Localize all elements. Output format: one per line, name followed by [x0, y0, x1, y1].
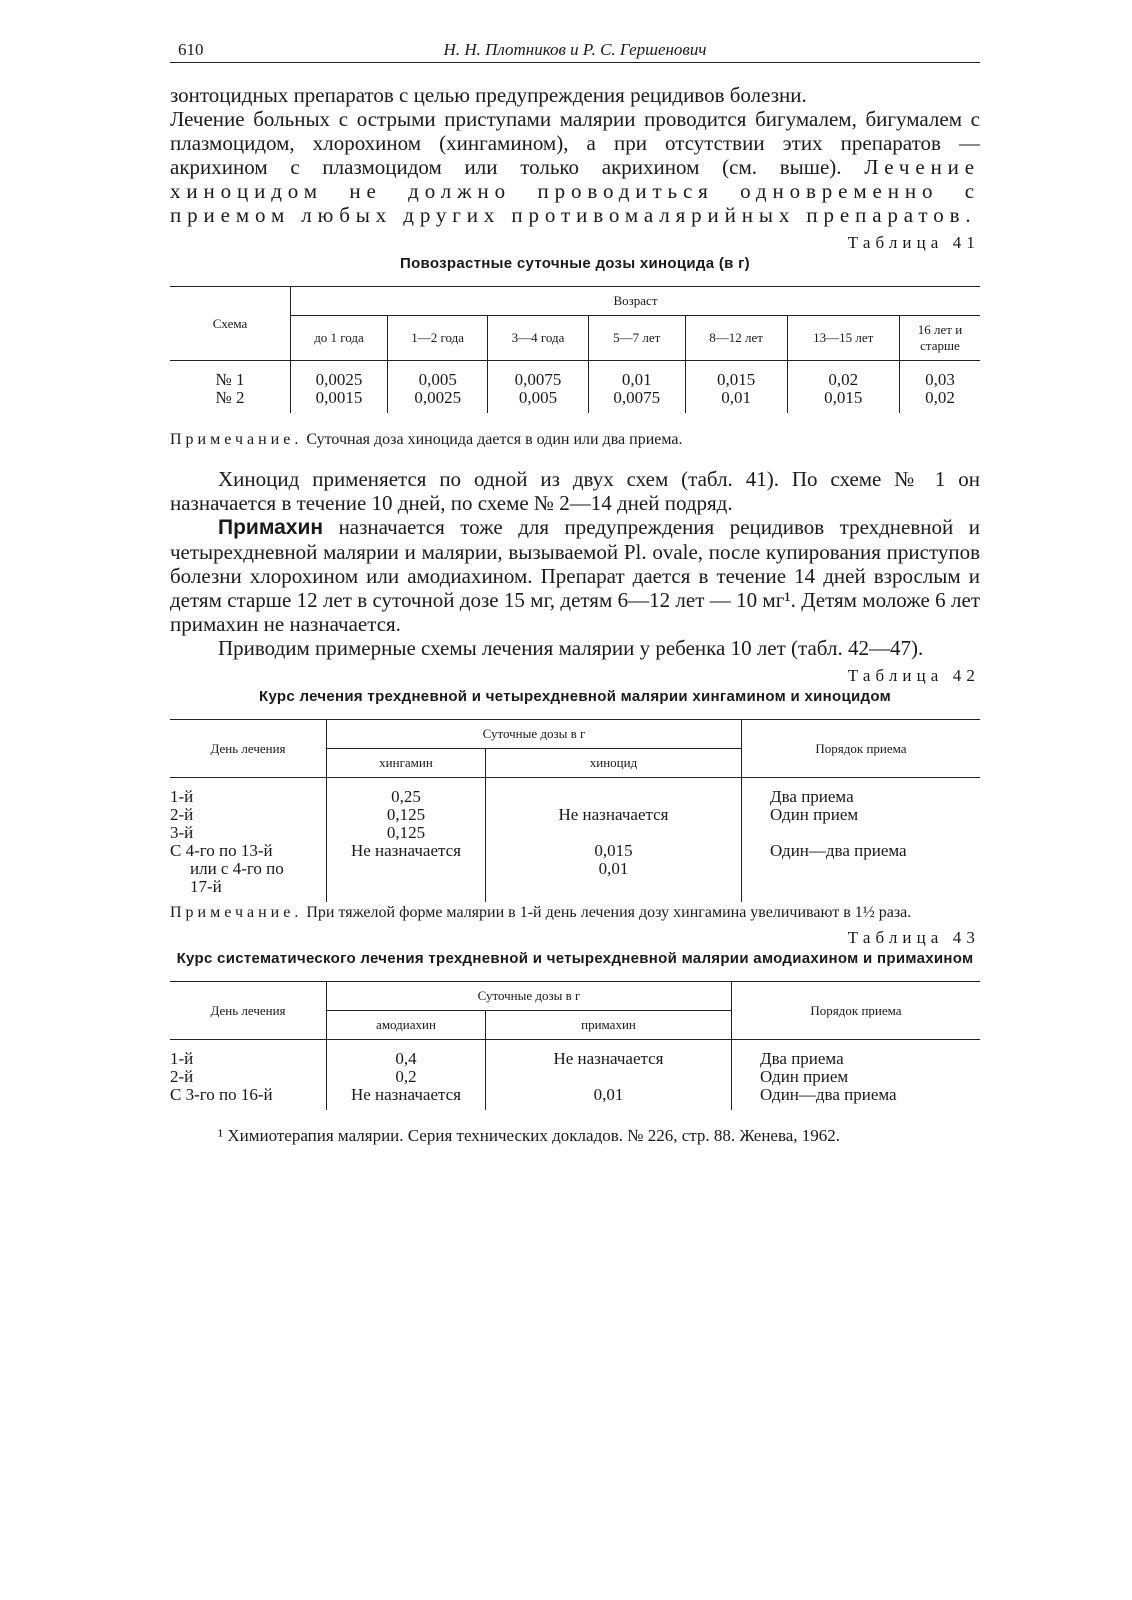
dose-cell: 0,2	[395, 1067, 417, 1086]
dose-cell: 0,4	[395, 1049, 417, 1068]
table-41-cell: 0,005	[488, 389, 588, 413]
table-43	[170, 928, 980, 1110]
table-41-col-header: до 1 года	[291, 316, 388, 361]
dose-cell: 0,01	[593, 1085, 624, 1104]
order-cell: Один—два приема	[760, 1085, 897, 1104]
table-42-order-header: Порядок приема	[742, 720, 981, 778]
day-cell: 17-й	[190, 877, 222, 896]
table-41-note	[170, 431, 980, 449]
footnote-text: Химиотерапия малярии. Серия технических докладов. № 226, стр. 88. Женева, 1962.	[227, 1126, 841, 1145]
order-cell: Один—два приема	[770, 841, 907, 860]
table-43-day-header: День лечения	[170, 982, 327, 1040]
dose-cell: 0,125	[386, 823, 426, 842]
paragraph-quinocide: Хиноцид применяется по одной из двух схем (табл. 41). По схеме № 1 он назначается в течение 10 дней, по схеме № 2—14 дней подряд.	[170, 467, 980, 515]
note-label: Примечание.	[170, 904, 303, 921]
paragraph-primaquine	[170, 515, 980, 636]
table-43-drug1-values	[327, 1040, 486, 1111]
table-41-grid	[170, 286, 980, 413]
table-row	[170, 778, 980, 903]
table-row	[170, 361, 980, 390]
day-cell: или с 4-го по	[190, 859, 284, 878]
table-42-grid	[170, 719, 980, 902]
table-43-drug2-header: примахин	[486, 1011, 732, 1040]
table-41-cell: 0,005	[388, 361, 488, 390]
table-43-number: Таблица 43	[847, 928, 980, 947]
table-41-cell: 0,02	[900, 389, 981, 413]
paragraph-schemes: Приводим примерные схемы лечения малярии у ребенка 10 лет (табл. 42—47).	[218, 636, 924, 660]
table-42-day-header: День лечения	[170, 720, 327, 778]
table-41-cell: 0,0075	[588, 389, 685, 413]
order-cell: Два приема	[760, 1049, 844, 1068]
order-cell: Один прием	[770, 805, 859, 824]
order-cell: Один прием	[760, 1067, 849, 1086]
table-43-order-values	[732, 1040, 981, 1111]
day-cell: С 3-го по 16-й	[170, 1085, 273, 1104]
table-41-number: Таблица 41	[847, 233, 980, 252]
table-41-col-header: 13—15 лет	[787, 316, 899, 361]
table-41-cell: 0,0075	[488, 361, 588, 390]
main-paragraphs	[170, 467, 980, 660]
table-41-cell: 0,0025	[291, 361, 388, 390]
table-43-title: Курс систематического лечения трехдневной и четырехдневной малярии амодиахином и примахином	[176, 950, 974, 967]
table-41-col-header: 1—2 года	[388, 316, 488, 361]
table-43-doses-header: Суточные дозы в г	[327, 982, 732, 1011]
table-41	[170, 233, 980, 449]
table-43-order-header: Порядок приема	[732, 982, 981, 1040]
term-primaquine: Примахин	[218, 516, 324, 539]
table-41-row-label: № 2	[215, 388, 245, 407]
table-42-title: Курс лечения трехдневной и четырехдневной малярии хингамином и хиноцидом	[259, 688, 891, 705]
table-row	[170, 1040, 980, 1111]
table-42-number: Таблица 42	[847, 666, 980, 685]
table-42-drug1-header: хингамин	[327, 749, 486, 778]
table-41-cell: 0,02	[787, 361, 899, 390]
dose-cell: 0,25	[391, 787, 421, 806]
table-41-title: Повозрастные суточные дозы хиноцида (в г)	[400, 255, 750, 272]
day-cell: 1-й	[170, 1049, 194, 1068]
dose-cell: 0,125	[386, 805, 426, 824]
dose-cell: 0,015	[594, 841, 633, 860]
footnote	[170, 1126, 980, 1146]
table-42-drug2-values	[486, 778, 742, 903]
table-42-days	[170, 778, 327, 903]
table-42	[170, 666, 980, 922]
table-41-cell: 0,01	[588, 361, 685, 390]
dose-cell: Не назначается	[558, 805, 669, 824]
table-41-scheme-header: Схема	[170, 287, 291, 361]
table-41-col-header: 5—7 лет	[588, 316, 685, 361]
table-41-col-header: 3—4 года	[488, 316, 588, 361]
table-43-days	[170, 1040, 327, 1111]
table-41-cell: 0,015	[685, 361, 787, 390]
table-42-note	[170, 904, 980, 922]
day-cell: 2-й	[170, 805, 194, 824]
note-label: Примечание.	[170, 431, 303, 448]
day-cell: 2-й	[170, 1067, 194, 1086]
table-43-grid	[170, 981, 980, 1110]
paragraph-primaquine-text: назначается тоже для предупреждения рецидивов трехдневной и четырехдневной малярии и малярии, вызываемой Pl. ovale, после купирования приступов болезни хлорохином или амодиахином. Препарат дается в течение 14 дней взрослым и детям старше 12 лет в суточной дозе 15 мг, детям 6—12 лет — 10 мг¹. Детям моложе 6 лет примахин не назначается.	[170, 515, 980, 636]
dose-cell: Не назначается	[350, 1085, 462, 1104]
intro-spaced-warning: Лечение хиноцидом не должно проводиться одновременно с приемом любых других противомалярийных препаратов.	[170, 155, 981, 227]
running-title: Н. Н. Плотников и Р. С. Гершенович	[443, 40, 707, 59]
table-42-order-values	[742, 778, 981, 903]
table-41-cell: 0,03	[900, 361, 981, 390]
page-number: 610	[178, 40, 204, 59]
note-text: При тяжелой форме малярии в 1-й день лечения дозу хингамина увеличивают в 1½ раза.	[306, 904, 912, 921]
table-41-col-header: 16 лет и старше	[900, 316, 981, 361]
table-41-col-header: 8—12 лет	[685, 316, 787, 361]
table-row	[170, 389, 980, 413]
day-cell: 1-й	[170, 787, 194, 806]
intro-line: зонтоцидных препаратов с целью предупреждения рецидивов болезни.	[170, 83, 807, 107]
intro-continuation	[170, 107, 980, 227]
note-text: Суточная доза хиноцида дается в один или два приема.	[306, 431, 683, 448]
dose-cell: Не назначается	[553, 1049, 664, 1068]
intro-paragraph	[170, 83, 980, 227]
table-41-row-label: № 1	[215, 370, 245, 389]
table-42-drug1-values	[327, 778, 486, 903]
table-41-cell: 0,015	[787, 389, 899, 413]
intro-text: Лечение больных с острыми приступами малярии проводится бигумалем, бигумалем с плазмоцидом, хлорохином (хингамином), а при отсутствии этих препаратов — акрихином с плазмоцидом или только акрихином (см. выше).	[170, 107, 980, 179]
dose-cell: 0,01	[598, 859, 629, 878]
order-cell: Два приема	[770, 787, 854, 806]
table-42-doses-header: Суточные дозы в г	[327, 720, 742, 749]
running-head	[170, 28, 980, 63]
table-41-age-header: Возраст	[291, 287, 981, 316]
day-cell: 3-й	[170, 823, 194, 842]
table-41-cell: 0,0015	[291, 389, 388, 413]
table-42-drug2-header: хиноцид	[486, 749, 742, 778]
dose-cell: Не назначается	[350, 841, 462, 860]
table-43-drug2-values	[486, 1040, 732, 1111]
table-41-cell: 0,0025	[388, 389, 488, 413]
footnote-mark: ¹	[218, 1126, 224, 1145]
table-43-drug1-header: амодиахин	[327, 1011, 486, 1040]
table-41-cell: 0,01	[685, 389, 787, 413]
page	[170, 28, 980, 1146]
day-cell: С 4-го по 13-й	[170, 841, 273, 860]
